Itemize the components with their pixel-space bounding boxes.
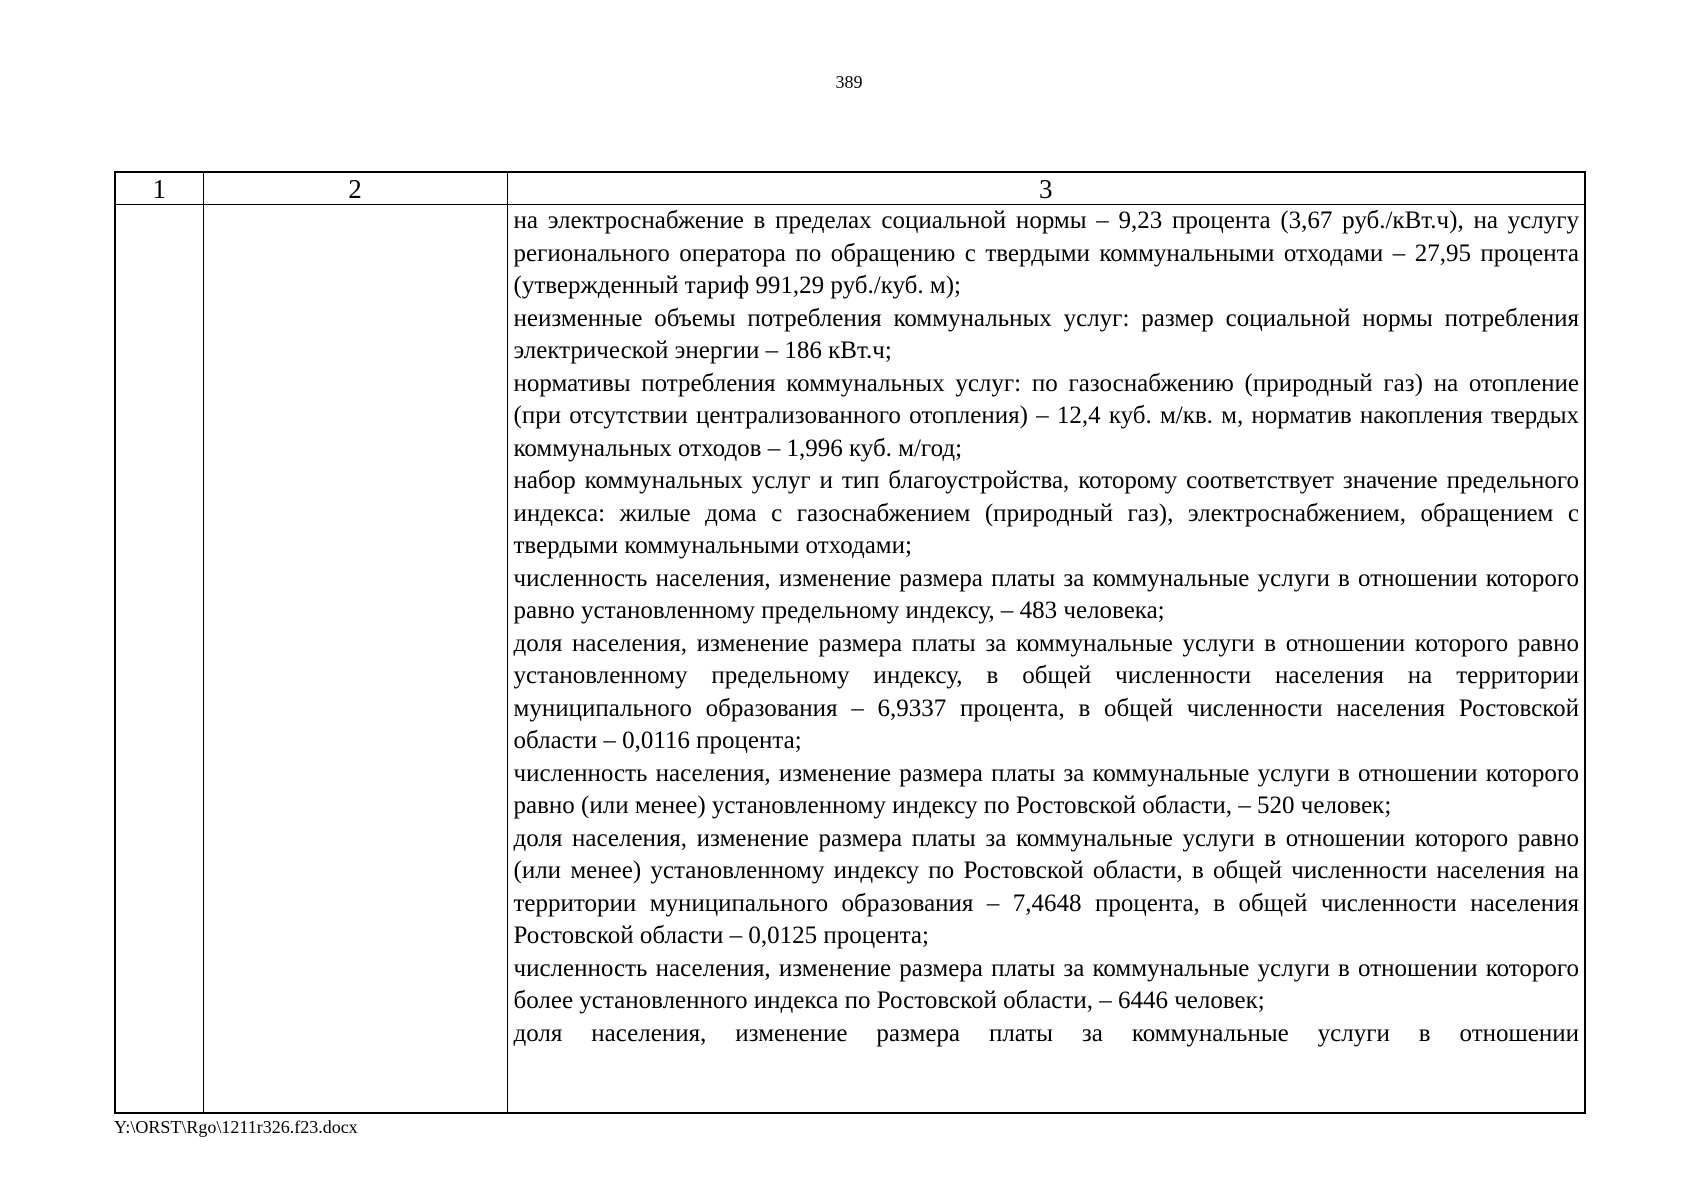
cell-col-2: [203, 205, 507, 1114]
cell-col-1: [115, 205, 203, 1114]
table-row: [115, 205, 1585, 1114]
page-number: 389: [835, 72, 863, 92]
table-header-row: [115, 172, 1585, 205]
paragraph: численность населения, изменение размера платы за коммунальные услуги в отношении которого более установленного индекса по Ростовской области, – 6446 человек;: [513, 954, 1579, 1014]
paragraph: набор коммунальных услуг и тип благоустройства, которому соответствует значение предельного индекса: жилые дома с газоснабжением (природный газ), электроснабжением, обращением с твердыми коммунальными отходами;: [513, 467, 1579, 559]
paragraph: доля населения, изменение размера платы за коммунальные услуги в отношении: [513, 1019, 1579, 1047]
paragraph: нормативы потребления коммунальных услуг: по газоснабжению (природный газ) на отопление (при отсутствии централизованного отопления) – 12,4 куб. м/кв. м, норматив накопления твердых коммунальных отходов – 1,996 куб. м/год;: [513, 369, 1579, 462]
cell-col-3: [507, 205, 1585, 1114]
paragraph: неизменные объемы потребления коммунальных услуг: размер социальной нормы потребления электрической энергии – 186 кВт.ч;: [513, 304, 1579, 364]
header-col-3: 3: [507, 172, 1585, 205]
header-col-1: 1: [115, 172, 203, 205]
header-col-2: 2: [203, 172, 507, 205]
footer-file-path: Y:\ORST\Rgo\1211r326.f23.docx: [114, 1117, 358, 1137]
document-table: [114, 171, 1586, 1114]
paragraph: доля населения, изменение размера платы за коммунальные услуги в отношении которого равно установленному предельному индексу, в общей численности населения на территории муниципального образования – 6,9337 процента, в общей численности населения Ростовской области – 0,0116 процента;: [513, 629, 1579, 754]
cell-text-body: [508, 205, 1585, 1050]
paragraph: численность населения, изменение размера платы за коммунальные услуги в отношении которого равно установленному предельному индексу, – 483 человека;: [513, 564, 1579, 624]
paragraph: на электроснабжение в пределах социальной нормы – 9,23 процента (3,67 руб./кВт.ч), на услугу регионального оператора по обращению с твердыми коммунальными отходами – 27,95 процента (утвержденный тариф 991,29 руб./куб. м);: [513, 207, 1579, 299]
paragraph: численность населения, изменение размера платы за коммунальные услуги в отношении которого равно (или менее) установленному индексу по Ростовской области, – 520 человек;: [513, 759, 1579, 819]
paragraph: доля населения, изменение размера платы за коммунальные услуги в отношении которого равно (или менее) установленному индексу по Ростовской области, в общей численности населения на территории муниципального образования – 7,4648 процента, в общей численности населения Ростовской области – 0,0125 процента;: [513, 824, 1579, 949]
